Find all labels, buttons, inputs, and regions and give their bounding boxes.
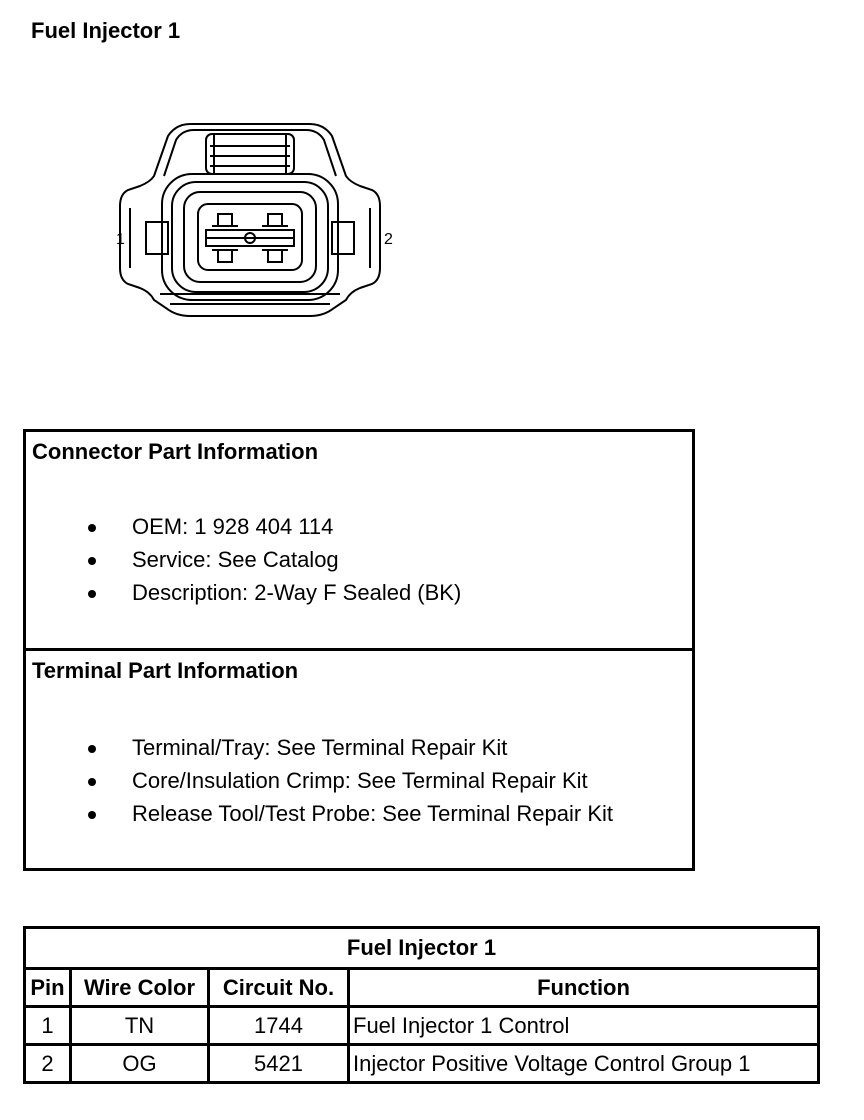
connector-face-icon — [110, 118, 400, 323]
list-item: Service: See Catalog — [82, 543, 461, 576]
function-cell: Injector Positive Voltage Control Group 1 — [349, 1045, 819, 1083]
table-header-row — [25, 969, 819, 1007]
bullet-icon — [88, 590, 96, 598]
list-item: Core/Insulation Crimp: See Terminal Repair Kit — [82, 764, 613, 797]
pin-cell: 1 — [25, 1007, 71, 1045]
column-header-function: Function — [349, 969, 819, 1007]
bullet-icon — [88, 524, 96, 532]
column-header-wire-color: Wire Color — [71, 969, 209, 1007]
circuit-cell: 1744 — [209, 1007, 349, 1045]
connector-info-list — [82, 510, 461, 609]
bullet-icon — [88, 557, 96, 565]
circuit-cell: 5421 — [209, 1045, 349, 1083]
pin-table-title: Fuel Injector 1 — [25, 928, 819, 969]
function-cell: Fuel Injector 1 Control — [349, 1007, 819, 1045]
bullet-icon — [88, 778, 96, 786]
pin-1-label: 1 — [116, 231, 125, 248]
bullet-icon — [88, 745, 96, 753]
wire-color-cell: TN — [71, 1007, 209, 1045]
page-title: Fuel Injector 1 — [31, 18, 181, 43]
list-item: OEM: 1 928 404 114 — [82, 510, 461, 543]
connector-info-heading: Connector Part Information — [32, 439, 319, 464]
column-header-circuit: Circuit No. — [209, 969, 349, 1007]
pin-table — [23, 926, 820, 1084]
wire-color-cell: OG — [71, 1045, 209, 1083]
list-item: Release Tool/Test Probe: See Terminal Repair Kit — [82, 797, 613, 830]
connector-part-info — [26, 432, 692, 651]
terminal-part-info — [26, 651, 692, 868]
table-row — [25, 1007, 819, 1045]
bullet-icon — [88, 811, 96, 819]
column-header-pin: Pin — [25, 969, 71, 1007]
list-item: Terminal/Tray: See Terminal Repair Kit — [82, 731, 613, 764]
list-item: Description: 2-Way F Sealed (BK) — [82, 576, 461, 609]
terminal-info-list — [82, 731, 613, 830]
part-info-box — [23, 429, 695, 871]
terminal-info-heading: Terminal Part Information — [32, 658, 299, 683]
table-row — [25, 1045, 819, 1083]
pin-cell: 2 — [25, 1045, 71, 1083]
pin-2-label: 2 — [384, 231, 393, 248]
